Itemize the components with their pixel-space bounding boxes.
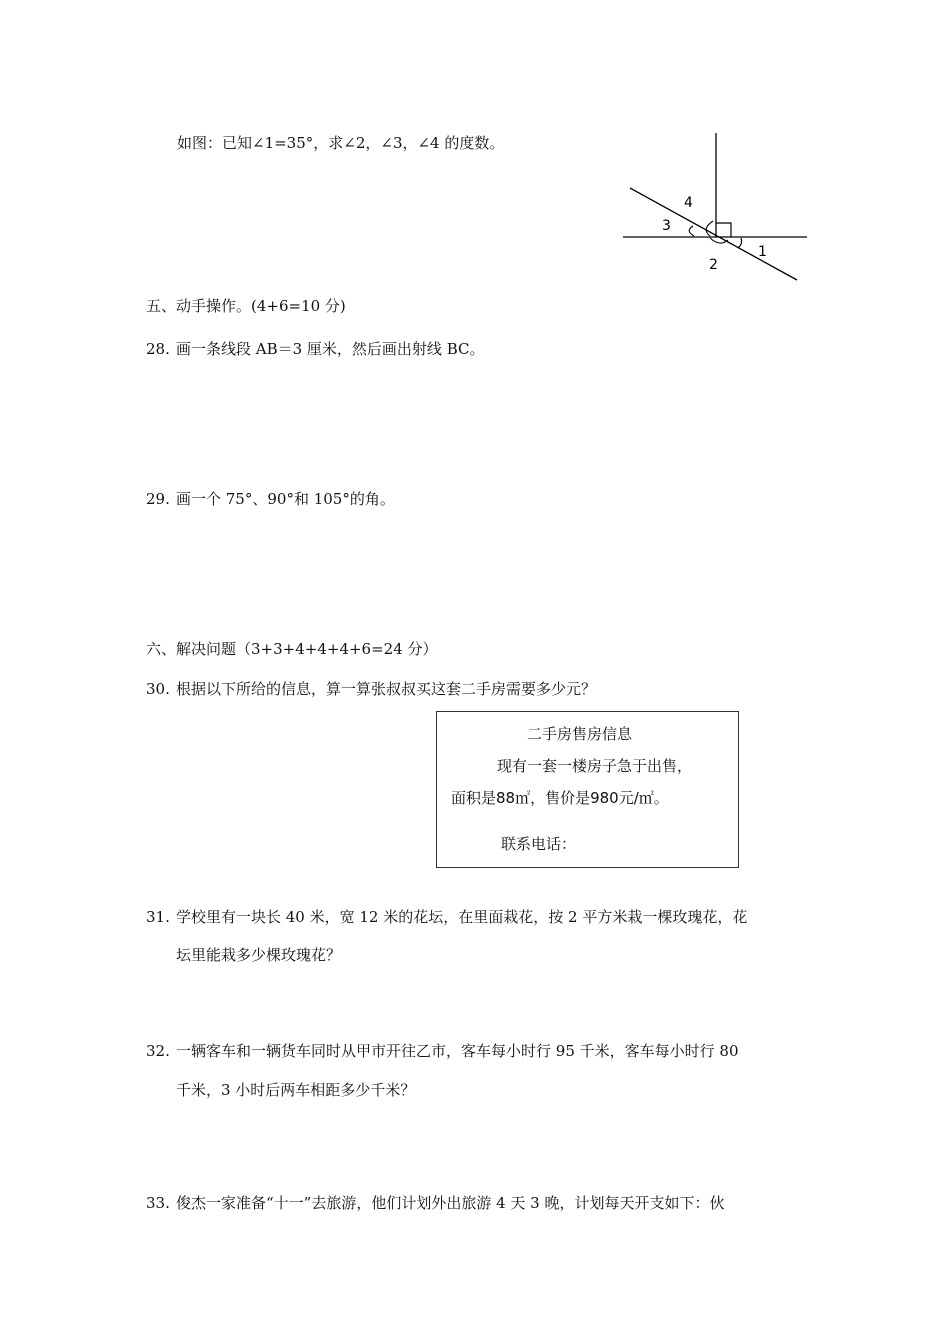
question-28 xyxy=(146,339,484,359)
question-number: 31. xyxy=(146,908,170,926)
right-angle-mark xyxy=(716,223,731,237)
question-text: 画一个 75°、90°和 105°的角。 xyxy=(176,490,395,508)
question-text: 俊杰一家准备“十一”去旅游，他们计划外出旅游 4 天 3 晚，计划每天开支如下：伙 xyxy=(176,1194,725,1212)
label-1: 1 xyxy=(758,244,767,260)
label-2: 2 xyxy=(709,257,718,273)
question-32-line-2: 千米，3 小时后两车相距多少千米？ xyxy=(176,1081,416,1099)
intro-question: 如图：已知∠1=35°，求∠2，∠3，∠4 的度数。 xyxy=(177,134,505,152)
section-5-title: 五、动手操作。(4+6=10 分) xyxy=(146,297,346,315)
question-text: 根据以下所给的信息，算一算张叔叔买这套二手房需要多少元？ xyxy=(176,680,597,698)
question-30 xyxy=(146,679,596,699)
angle-1-arc xyxy=(738,238,742,248)
notice-line-1: 现有一套一楼房子急于出售， xyxy=(497,757,693,775)
label-4: 4 xyxy=(684,195,693,211)
question-number: 33. xyxy=(146,1194,170,1212)
question-31-line-2: 坛里能栽多少棵玫瑰花？ xyxy=(176,946,342,964)
notice-contact: 联系电话： xyxy=(501,835,577,853)
notice-line-2: 面积是88㎡，售价是980元/㎡。 xyxy=(451,789,669,807)
question-number: 30. xyxy=(146,680,170,698)
label-3: 3 xyxy=(662,218,671,234)
house-sale-notice xyxy=(436,711,739,868)
question-32 xyxy=(146,1041,738,1061)
question-number: 28. xyxy=(146,340,170,358)
question-number: 29. xyxy=(146,490,170,508)
question-31 xyxy=(146,907,747,927)
section-6-title: 六、解决问题（3+3+4+4+4+6=24 分） xyxy=(146,640,438,658)
question-33 xyxy=(146,1193,725,1213)
question-29 xyxy=(146,489,395,509)
question-number: 32. xyxy=(146,1042,170,1060)
question-text: 一辆客车和一辆货车同时从甲市开往乙市，客车每小时行 95 千米，客车每小时行 80 xyxy=(176,1042,739,1060)
notice-title: 二手房售房信息 xyxy=(527,725,633,743)
angle-3-arc xyxy=(689,226,694,236)
question-text: 学校里有一块长 40 米，宽 12 米的花坛，在里面栽花，按 2 平方米栽一棵玫瑰花，花 xyxy=(176,908,748,926)
question-text: 画一条线段 AB＝3 厘米，然后画出射线 BC。 xyxy=(176,340,485,358)
angle-figure xyxy=(615,125,815,290)
